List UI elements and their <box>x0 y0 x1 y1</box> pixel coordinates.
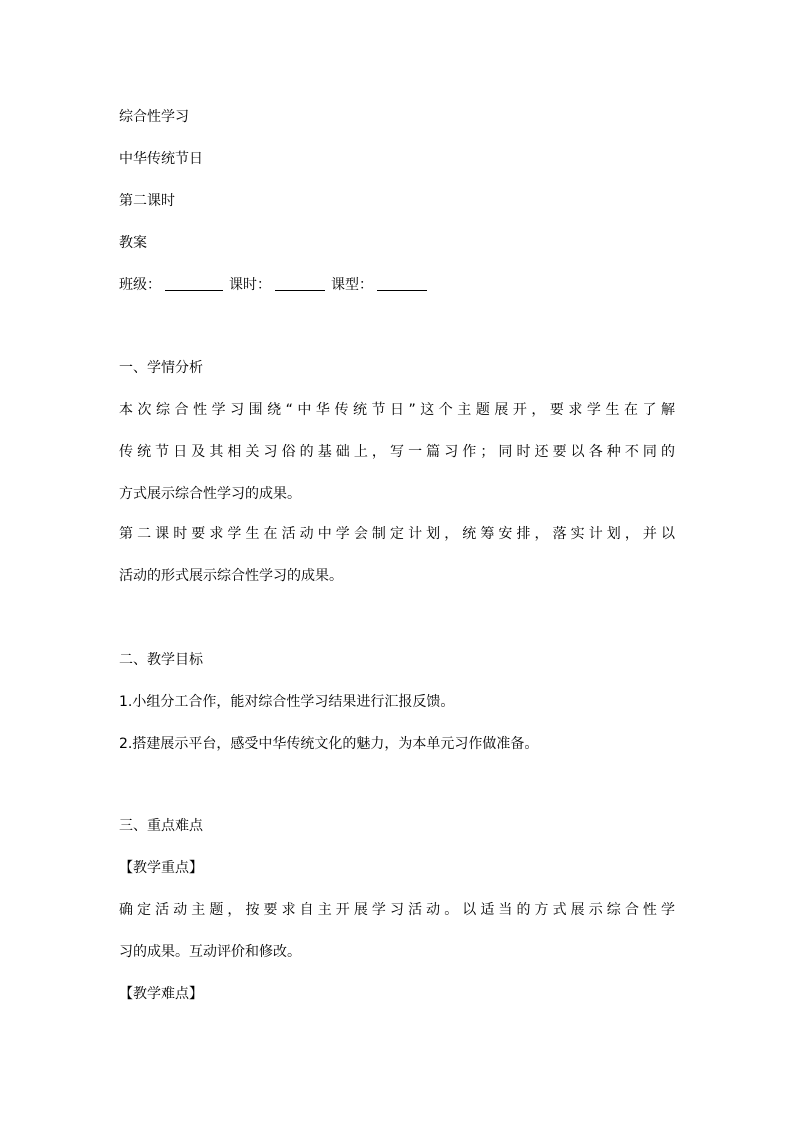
lesson-title: 第二课时 <box>119 193 175 209</box>
period-blank[interactable] <box>275 276 325 291</box>
type-label: 课型： <box>331 277 373 293</box>
analysis-para2-line2: 活动的形式展示综合性学习的成果。 <box>119 568 343 584</box>
analysis-para2-line1: 第二课时要求学生在活动中学会制定计划，统筹安排，落实计划，并以 <box>119 526 675 542</box>
difficulty-label: 【教学难点】 <box>119 986 203 1002</box>
key-point-line1: 确定活动主题，按要求自主开展学习活动。以适当的方式展示综合性学 <box>119 902 675 918</box>
analysis-para1-line2: 传统节日及其相关习俗的基础上，写一篇习作；同时还要以各种不同的 <box>119 444 675 460</box>
goal-item-2: 2.搭建展示平台，感受中华传统文化的魅力，为本单元习作做准备。 <box>119 736 539 752</box>
doc-type-title: 教案 <box>119 235 147 251</box>
period-label: 课时： <box>229 277 271 293</box>
key-point-label: 【教学重点】 <box>119 860 203 876</box>
info-line <box>119 275 433 295</box>
type-blank[interactable] <box>377 276 427 291</box>
goal-item-1: 1.小组分工合作，能对综合性学习结果进行汇报反馈。 <box>119 694 455 710</box>
section-heading-goals: 二、教学目标 <box>119 652 203 668</box>
key-point-line2: 习的成果。互动评价和修改。 <box>119 944 301 960</box>
section-heading-analysis: 一、学情分析 <box>119 360 203 376</box>
analysis-para1-line1: 本次综合性学习围绕“中华传统节日”这个主题展开，要求学生在了解 <box>119 402 675 418</box>
topic-title: 中华传统节日 <box>119 151 203 167</box>
class-blank[interactable] <box>165 276 223 291</box>
class-label: 班级： <box>119 277 161 293</box>
section-heading-key-points: 三、重点难点 <box>119 818 203 834</box>
analysis-para1-line3: 方式展示综合性学习的成果。 <box>119 486 301 502</box>
subject-title: 综合性学习 <box>119 109 189 125</box>
